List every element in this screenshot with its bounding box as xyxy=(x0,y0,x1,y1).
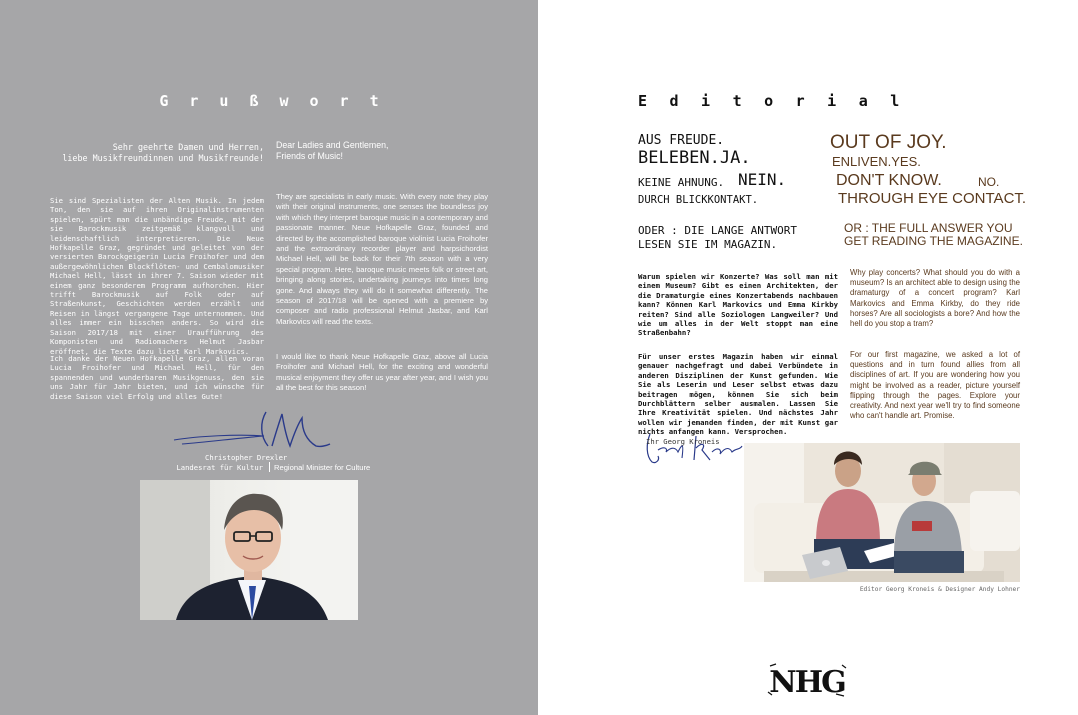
paragraph-2-en: I would like to thank Neue Hofkapelle Graz, above all Lucia Froihofer and Michael Hell, for the exciting and wonderful musical enjoyment they offer us year after year, and I wish you all the best for this season! xyxy=(276,352,488,393)
photo-caption: Editor Georg Kroneis & Designer Andy Lohner xyxy=(859,586,1020,593)
de-slogan-4: DURCH BLICKKONTAKT. xyxy=(638,194,759,206)
signer-title-de: Landesrat für Kultur xyxy=(176,463,263,472)
salutation-de-line1: Sehr geehrte Damen und Herren, xyxy=(112,142,264,152)
de-slogan-1: AUS FREUDE. xyxy=(638,133,725,148)
signer-name: Christopher Drexler xyxy=(205,453,288,462)
right-page-editorial xyxy=(538,0,1078,715)
de-slogan-5: ODER : DIE LANGE ANTWORT xyxy=(638,224,797,237)
en-slogan-5: OR : THE FULL ANSWER YOU xyxy=(844,221,1013,235)
en-slogan-3b: NO. xyxy=(978,175,1000,189)
left-page-grusswort xyxy=(0,0,538,715)
en-slogan-4: THROUGH EYE CONTACT. xyxy=(838,190,1027,207)
paragraph-1-de: Sie sind Spezialisten der Alten Musik. In jedem Ton, den sie auf ihren Originalinstrumenten spielen, spürt man die unbändige Freude, mit der sie Barockmusik zeitgemäß klangvoll und leidenschaftlich interpretieren. Die Neue Hofkapelle Graz, gegründet und geleitet von der versierten Barockgeigerin Lucia Froihofer und dem außergewöhnlichen Blockflöten- und Cembalomusiker Michael Hell, lässt in ihrer 7. Saison wieder mit einem ganz besonderem Programm aufhorchen. Hier trifft Barockmusik auf Folk oder auf Straßenkunst, Geschichten werden erzählt und Reisen in längst vergangene Tage unternommen. Und alles immer ein bisschen anders. So wird die Saison 2017/18 mit einer Uraufführung des Komponisten und Radiomachers Helmut Jasbar eröffnet, die Texte dazu liest Karl Markovics. xyxy=(50,196,264,356)
magazine-paragraph-de: Für unser erstes Magazin haben wir einmal genauer nachgefragt und dabei Verbündete in anderen Disziplinen der Kunst gefunden. Wie Sie als Leserin und Leser selbst etwas dazu beitragen mögen, können Sie sich beim Durchblättern selber ausmalen. Lassen Sie Ihre Kreativität spielen. Und nächstes Jahr wollen wir jemanden finden, der mit Kunst gar nichts anfangen kann. Versprochen. xyxy=(638,352,838,437)
questions-de: Warum spielen wir Konzerte? Was soll man mit einem Museum? Gibt es einen Architekten, der die Dramaturgie eines Konzertabends nachbauen kann? Können Karl Markovics und Emma Kirkby reiten? Sind alle Soziologen Langweiler? Und wie um alles in der Welt stoppt man eine Straßenbahn? xyxy=(638,272,838,338)
svg-text:NHG: NHG xyxy=(769,665,845,698)
title-divider xyxy=(269,462,270,472)
signature-kroneis xyxy=(638,430,748,466)
paragraph-2-de: Ich danke der Neuen Hofkapelle Graz, allen voran Lucia Froihofer und Michael Hell, für den spannenden und wunderbaren Musikgenuss, den sie uns Jahr für Jahr bieten, und ich wünsche für diese Saison viel Erfolg und alles Gute! xyxy=(50,354,264,401)
grusswort-heading: Grußwort xyxy=(159,92,400,110)
de-slogan-3b: NEIN. xyxy=(738,170,787,189)
editor-designer-photo xyxy=(744,443,1020,582)
questions-en: Why play concerts? What should you do with a museum? Is an architect able to design using the dramaturgy of a concert program? Karl Markovics and Emma Kirkby, do they ride horses? Are all sociologists a bore? And how the hell do you stop a tram? xyxy=(850,268,1020,329)
editorial-heading: Editorial xyxy=(638,92,922,110)
en-slogan-6: GET READING THE MAGAZINE. xyxy=(844,234,1023,248)
de-slogan-2: BELEBEN.JA. xyxy=(638,148,751,168)
de-slogan-3a: KEINE AHNUNG. xyxy=(638,176,725,189)
salutation-de xyxy=(34,142,264,164)
en-slogan-3a: DON'T KNOW. xyxy=(836,172,942,189)
signature-text: Ihr Georg Kroneis xyxy=(646,437,720,446)
de-slogan-6: LESEN SIE IM MAGAZIN. xyxy=(638,238,778,251)
signer-title-en: Regional Minister for Culture xyxy=(274,463,371,472)
salutation-en-line1: Dear Ladies and Gentlemen, xyxy=(276,140,389,150)
salutation-en-line2: Friends of Music! xyxy=(276,151,343,161)
signature-drexler xyxy=(168,406,334,456)
portrait-photo-drexler xyxy=(140,480,358,620)
en-slogan-2: ENLIVEN.YES. xyxy=(832,154,921,169)
magazine-paragraph-en: For our first magazine, we asked a lot of questions and in turn found allies from all disciplines of art. If you are wondering how you might be involved as a reader, picture yourself flipping through the pages. Explore your creativity. And next year we'll try to find someone who can't handle art. Promise. xyxy=(850,350,1020,421)
en-slogan-1: OUT OF JOY. xyxy=(830,132,947,153)
paragraph-1-en: They are specialists in early music. With every note they play with their original instruments, one senses the boundless joy with which they interpret baroque music in a contemporary and passionate manner. Neue Hofkapelle Graz, founded and directed by the accomplished baroque violinist Lucia Froihofer and the extraordinary recorder player and harpsichordist Michael Hell, will be back for their 7th season with a very special program. Here, baroque music meets folk or street art, bringing along stories, undertaking journeys into times long gone. And always they will do it somewhat differently. The season of 2017/18 will be opened with a premiere by composer and radio professional Helmut Jasbar, and Karl Markovics will read the texts. xyxy=(276,192,488,326)
nhg-logo xyxy=(766,662,848,698)
salutation-de-line2: liebe Musikfreundinnen und Musikfreunde! xyxy=(62,153,264,163)
salutation-en xyxy=(276,140,476,162)
